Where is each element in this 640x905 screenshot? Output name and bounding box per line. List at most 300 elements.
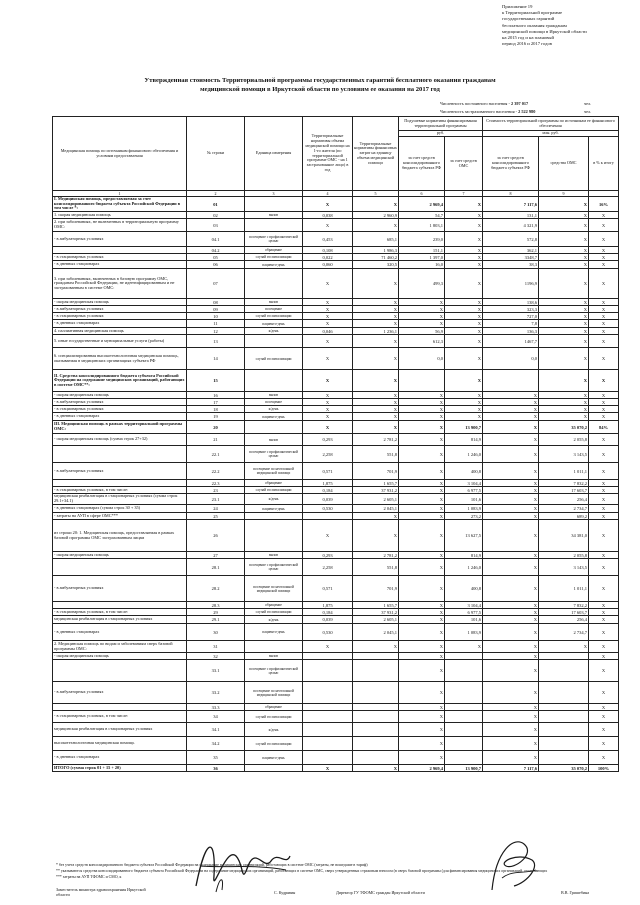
row-number: 30 <box>187 624 245 641</box>
table-row <box>53 212 619 219</box>
row-per-capita-oms: X <box>445 197 483 212</box>
row-number: 10 <box>187 313 245 320</box>
row-cost-budget: X <box>483 609 539 616</box>
row-per-capita-oms: 13 900,7 <box>445 421 483 434</box>
row-cost-budget: 138,6 <box>483 299 539 306</box>
row-percent: X <box>589 446 619 463</box>
header-col-cost-budget: за счет средств консолидированного бюджета субъекта РФ <box>483 137 539 191</box>
row-name: - скорая медицинская помощь <box>53 299 187 306</box>
row-percent: X <box>589 624 619 641</box>
row-volume-norm: X <box>303 313 353 320</box>
row-cost-budget: X <box>483 552 539 559</box>
row-percent: X <box>589 406 619 413</box>
row-name: 2. при заболеваниях, не включенных в территориальную программу ОМС: <box>53 219 187 232</box>
table-body <box>53 191 619 772</box>
row-per-capita-budget: X <box>399 487 445 494</box>
row-cost-norm: X <box>353 219 399 232</box>
row-per-capita-oms: 13 627,5 <box>445 520 483 552</box>
row-number: 23 <box>187 487 245 494</box>
row-cost-oms: X <box>539 197 589 212</box>
row-number: 25 <box>187 513 245 520</box>
row-percent: X <box>589 392 619 399</box>
row-unit: вызов <box>245 212 303 219</box>
row-unit: случай госпитализации <box>245 609 303 616</box>
row-cost-budget: 7,8 <box>483 320 539 328</box>
header-col-unit: Единица измерения <box>245 117 303 191</box>
row-unit <box>245 520 303 552</box>
row-cost-norm: X <box>353 520 399 552</box>
row-percent: X <box>589 751 619 765</box>
row-volume-norm: X <box>303 406 353 413</box>
row-cost-norm: X <box>353 348 399 370</box>
row-name: III. Медицинская помощь в рамках территориальной программы ОМС: <box>53 421 187 434</box>
population-total-unit: чел. <box>584 101 592 106</box>
row-volume-norm: X <box>303 219 353 232</box>
row-name <box>53 480 187 487</box>
row-cost-norm <box>353 653 399 660</box>
column-number: 2 <box>187 191 245 197</box>
table-row <box>53 641 619 653</box>
row-percent: X <box>589 247 619 254</box>
row-per-capita-oms: 6 977,5 <box>445 609 483 616</box>
table-row <box>53 306 619 313</box>
row-per-capita-budget: X <box>399 624 445 641</box>
population-total-label: Численность постоянного населения - <box>440 101 510 106</box>
row-cost-norm: 1 655,7 <box>353 480 399 487</box>
row-percent: X <box>589 306 619 313</box>
row-volume-norm: 2,258 <box>303 559 353 576</box>
row-percent: X <box>589 219 619 232</box>
row-number: 04.2 <box>187 247 245 254</box>
row-per-capita-budget: 16,0 <box>399 261 445 269</box>
row-cost-budget: X <box>483 704 539 711</box>
row-number: 35 <box>187 751 245 765</box>
row-number: 33.3 <box>187 704 245 711</box>
column-number: 4 <box>303 191 353 197</box>
header-col-row-number: № строки <box>187 117 245 191</box>
row-cost-norm <box>353 723 399 737</box>
row-volume-norm: 0,038 <box>303 212 353 219</box>
table-row <box>53 247 619 254</box>
row-percent: X <box>589 463 619 480</box>
row-unit: к/день <box>245 616 303 624</box>
row-percent: X <box>589 494 619 505</box>
row-volume-norm: 0,184 <box>303 487 353 494</box>
row-percent: X <box>589 335 619 348</box>
row-unit: случай госпитализации <box>245 254 303 261</box>
row-unit: вызов <box>245 392 303 399</box>
row-name: - скорая медицинская помощь <box>53 552 187 559</box>
row-volume-norm: X <box>303 765 353 772</box>
row-cost-oms: 35 070,2 <box>539 765 589 772</box>
row-per-capita-oms: 400,8 <box>445 576 483 602</box>
row-volume-norm: 0,060 <box>303 261 353 269</box>
row-per-capita-oms <box>445 737 483 751</box>
row-per-capita-budget: X <box>399 520 445 552</box>
row-cost-oms: 3 143,5 <box>539 559 589 576</box>
row-cost-oms: 2 734,7 <box>539 505 589 513</box>
row-percent: X <box>589 552 619 559</box>
row-cost-oms: 256,4 <box>539 616 589 624</box>
row-unit <box>245 641 303 653</box>
row-per-capita-oms: X <box>445 392 483 399</box>
row-cost-norm: 2 960,9 <box>353 212 399 219</box>
row-percent: X <box>589 559 619 576</box>
row-volume-norm: 0,530 <box>303 624 353 641</box>
row-per-capita-budget: X <box>399 711 445 723</box>
row-cost-budget: X <box>483 480 539 487</box>
row-cost-norm: X <box>353 197 399 212</box>
row-unit <box>245 421 303 434</box>
table-row <box>53 254 619 261</box>
row-number: 06 <box>187 261 245 269</box>
row-name: - в стационарных условиях, в том числе: <box>53 609 187 616</box>
row-unit: посещение с профилактической целью <box>245 660 303 682</box>
table-row <box>53 505 619 513</box>
row-per-capita-budget: X <box>399 660 445 682</box>
row-volume-norm: X <box>303 320 353 328</box>
row-name: высокотехнологичная медицинская помощь <box>53 737 187 751</box>
row-cost-budget: X <box>483 653 539 660</box>
row-cost-oms: X <box>539 261 589 269</box>
row-volume-norm <box>303 723 353 737</box>
population-insured-label: Численность застрахованного населения - <box>440 109 518 114</box>
signer-left-title <box>56 887 176 897</box>
header-col-per-capita-oms: за счет средств ОМС <box>445 137 483 191</box>
row-volume-norm: X <box>303 392 353 399</box>
row-number: 07 <box>187 269 245 299</box>
row-number: 26 <box>187 520 245 552</box>
row-per-capita-oms: X <box>445 232 483 247</box>
title-line: медицинской помощи в Иркутской области по условиям ее оказания на 2017 год <box>200 86 440 93</box>
row-per-capita-budget: X <box>399 505 445 513</box>
row-unit <box>245 219 303 232</box>
row-number: 09 <box>187 306 245 313</box>
row-per-capita-budget <box>399 370 445 392</box>
row-number: 34.1 <box>187 723 245 737</box>
row-cost-oms: X <box>539 348 589 370</box>
row-name <box>53 602 187 609</box>
table-row <box>53 370 619 392</box>
row-volume-norm: 1,875 <box>303 602 353 609</box>
signer-right-title: Директор ГУ ТФОМС граждан Иркутской области <box>336 890 425 895</box>
table-row <box>53 269 619 299</box>
row-volume-norm <box>303 751 353 765</box>
row-per-capita-oms: X <box>445 299 483 306</box>
row-number: 34 <box>187 711 245 723</box>
row-volume-norm: X <box>303 370 353 392</box>
table-row <box>53 406 619 413</box>
row-cost-oms: 3 143,5 <box>539 446 589 463</box>
row-percent: X <box>589 313 619 320</box>
table-row <box>53 737 619 751</box>
row-cost-norm: 701,9 <box>353 576 399 602</box>
row-per-capita-budget: 151,1 <box>399 247 445 254</box>
row-percent: X <box>589 653 619 660</box>
row-per-capita-budget: 239,0 <box>399 232 445 247</box>
row-number: 15 <box>187 370 245 392</box>
row-per-capita-oms: 1 246,0 <box>445 559 483 576</box>
row-per-capita-budget: X <box>399 413 445 421</box>
row-number: 33.1 <box>187 660 245 682</box>
row-unit: посещение <box>245 306 303 313</box>
row-per-capita-oms: X <box>445 261 483 269</box>
row-per-capita-budget: X <box>399 609 445 616</box>
row-cost-budget: 362,1 <box>483 247 539 254</box>
row-cost-oms: 1 011,1 <box>539 576 589 602</box>
row-per-capita-budget: 2 969,4 <box>399 197 445 212</box>
appendix-line: на 2015 год и на плановый <box>502 35 554 41</box>
row-per-capita-budget: 1 803,1 <box>399 219 445 232</box>
table-row <box>53 751 619 765</box>
row-cost-budget: 3348,7 <box>483 254 539 261</box>
row-cost-budget: X <box>483 487 539 494</box>
row-cost-oms <box>539 653 589 660</box>
row-number: 32 <box>187 653 245 660</box>
row-unit <box>245 197 303 212</box>
row-name: - в стационарных условиях <box>53 254 187 261</box>
row-cost-oms: X <box>539 406 589 413</box>
row-unit: случай госпитализации <box>245 711 303 723</box>
row-cost-oms: 2 734,7 <box>539 624 589 641</box>
table-row <box>53 232 619 247</box>
row-cost-budget: 1467,7 <box>483 335 539 348</box>
row-per-capita-oms: X <box>445 413 483 421</box>
row-name: - в стационарных условиях <box>53 406 187 413</box>
row-unit: к/день <box>245 723 303 737</box>
row-volume-norm: 0,108 <box>303 247 353 254</box>
row-percent: X <box>589 254 619 261</box>
table-row <box>53 328 619 335</box>
row-number: 28.3 <box>187 602 245 609</box>
row-per-capita-budget: X <box>399 399 445 406</box>
row-volume-norm <box>303 660 353 682</box>
row-per-capita-oms: X <box>445 399 483 406</box>
row-cost-oms <box>539 723 589 737</box>
row-percent: X <box>589 269 619 299</box>
row-volume-norm: 0,293 <box>303 552 353 559</box>
row-number: 12 <box>187 328 245 335</box>
row-cost-budget: 4 321,9 <box>483 219 539 232</box>
row-per-capita-oms: X <box>445 247 483 254</box>
row-per-capita-oms: 13 900,7 <box>445 765 483 772</box>
row-unit: обращение <box>245 602 303 609</box>
row-per-capita-budget: X <box>399 737 445 751</box>
row-volume-norm: X <box>303 269 353 299</box>
row-name: - в амбулаторных условиях <box>53 306 187 313</box>
row-name: медицинская реабилитация в стационарных условиях (сумма строк 29.1+34.1) <box>53 494 187 505</box>
row-unit <box>245 513 303 520</box>
row-cost-oms: X <box>539 320 589 328</box>
row-per-capita-oms: X <box>445 212 483 219</box>
row-per-capita-oms: 400,8 <box>445 463 483 480</box>
row-percent: X <box>589 520 619 552</box>
row-number: 01 <box>187 197 245 212</box>
row-name: - затраты на АУП в сфере ОМС*** <box>53 513 187 520</box>
row-name: - скорая медицинская помощь (сумма строк 27+32) <box>53 434 187 446</box>
signer-left-name: С. Кудрявин <box>274 890 296 895</box>
row-name: - в амбулаторных условиях <box>53 463 187 480</box>
row-cost-norm: X <box>353 370 399 392</box>
footnote: *** затраты на АУП ТФОМС и СМО, к <box>56 875 122 879</box>
row-cost-budget: X <box>483 463 539 480</box>
row-name: из строки 20: 1. Медицинская помощь, предоставляемая в рамках базовой программы ОМС застрахованным лицам <box>53 520 187 552</box>
row-cost-oms: X <box>539 370 589 392</box>
row-cost-norm <box>353 682 399 704</box>
row-number: 16 <box>187 392 245 399</box>
row-cost-oms: X <box>539 212 589 219</box>
table-row <box>53 197 619 212</box>
row-unit: случай госпитализации <box>245 313 303 320</box>
row-cost-norm: 701,9 <box>353 463 399 480</box>
row-name <box>53 660 187 682</box>
row-cost-budget: X <box>483 421 539 434</box>
row-cost-norm: 1 236,1 <box>353 328 399 335</box>
row-number: 27 <box>187 552 245 559</box>
row-per-capita-budget: X <box>399 494 445 505</box>
row-cost-norm: X <box>353 313 399 320</box>
row-cost-norm: X <box>353 406 399 413</box>
row-cost-oms: X <box>539 232 589 247</box>
row-per-capita-budget: X <box>399 602 445 609</box>
table-row <box>53 704 619 711</box>
row-cost-norm: 551,8 <box>353 559 399 576</box>
table-row <box>53 434 619 446</box>
row-percent: X <box>589 320 619 328</box>
row-name: - в дневных стационарах <box>53 320 187 328</box>
table-row <box>53 320 619 328</box>
row-name: - в амбулаторных условиях <box>53 682 187 704</box>
row-per-capita-oms <box>445 682 483 704</box>
row-name: - в амбулаторных условиях <box>53 399 187 406</box>
row-cost-norm: X <box>353 399 399 406</box>
header-unit-mln-rub: млн. руб. <box>483 131 619 137</box>
row-volume-norm: X <box>303 413 353 421</box>
row-cost-oms: 34 381,0 <box>539 520 589 552</box>
row-percent: X <box>589 370 619 392</box>
row-cost-budget: 0,0 <box>483 348 539 370</box>
row-name: - в амбулаторных условиях <box>53 576 187 602</box>
row-number: 24 <box>187 505 245 513</box>
row-cost-budget: X <box>483 392 539 399</box>
row-cost-oms: X <box>539 299 589 306</box>
population-insured <box>440 109 620 114</box>
row-percent: X <box>589 737 619 751</box>
row-cost-norm: 1 655,7 <box>353 602 399 609</box>
row-cost-norm: X <box>353 765 399 772</box>
row-percent: X <box>589 413 619 421</box>
footnote: * без учета средств консолидированного бюджета субъекта Российской Федерации на содержание медицинских организаций, работающих в системе ОМС (затраты, не вошедшие в тариф) <box>56 863 368 867</box>
row-cost-budget: 1196,9 <box>483 269 539 299</box>
row-cost-oms: X <box>539 392 589 399</box>
row-unit: пациенто-день <box>245 261 303 269</box>
row-per-capita-budget: X <box>399 421 445 434</box>
row-volume-norm: 0,530 <box>303 505 353 513</box>
row-number: 29.1 <box>187 616 245 624</box>
row-per-capita-oms: X <box>445 269 483 299</box>
table-row <box>53 494 619 505</box>
row-cost-norm: 2 781,2 <box>353 552 399 559</box>
row-per-capita-budget: X <box>399 682 445 704</box>
row-name: 3. при заболеваниях, включенных в базовую программу ОМС, гражданам Российской Федерации, не идентифицированным и не застрахованным в системе ОМС: <box>53 269 187 299</box>
table-header <box>53 117 619 191</box>
row-cost-oms: 1 011,1 <box>539 463 589 480</box>
row-number: 22.1 <box>187 446 245 463</box>
table-row <box>53 399 619 406</box>
row-cost-budget: 7 117,6 <box>483 197 539 212</box>
row-volume-norm: 2,258 <box>303 446 353 463</box>
row-cost-norm: 37 931,2 <box>353 487 399 494</box>
row-name: 6. специализированная высокотехнологичная медицинская помощь, оказываемая в медицинских организациях субъекта РФ <box>53 348 187 370</box>
row-cost-budget: X <box>483 505 539 513</box>
table-row <box>53 723 619 737</box>
row-cost-budget: X <box>483 446 539 463</box>
row-volume-norm: X <box>303 299 353 306</box>
row-number: 19 <box>187 413 245 421</box>
table-row <box>53 261 619 269</box>
row-cost-oms: 7 832,2 <box>539 602 589 609</box>
row-percent: X <box>589 616 619 624</box>
row-cost-oms: X <box>539 335 589 348</box>
row-per-capita-budget: X <box>399 641 445 653</box>
table-row <box>53 313 619 320</box>
row-cost-norm <box>353 660 399 682</box>
row-per-capita-oms <box>445 660 483 682</box>
row-percent: X <box>589 602 619 609</box>
table-row <box>53 413 619 421</box>
row-cost-norm: 2 781,2 <box>353 434 399 446</box>
row-cost-budget: X <box>483 513 539 520</box>
row-per-capita-oms: X <box>445 406 483 413</box>
population-total <box>440 101 620 106</box>
row-per-capita-oms: X <box>445 313 483 320</box>
row-percent: X <box>589 704 619 711</box>
row-name: медицинская реабилитация в стационарных условиях <box>53 616 187 624</box>
row-per-capita-oms: 1 246,0 <box>445 446 483 463</box>
row-cost-norm <box>353 737 399 751</box>
table-row <box>53 520 619 552</box>
row-percent: X <box>589 641 619 653</box>
row-cost-norm: X <box>353 641 399 653</box>
row-cost-budget: X <box>483 641 539 653</box>
row-per-capita-budget: X <box>399 320 445 328</box>
row-volume-norm: X <box>303 335 353 348</box>
row-percent: 16% <box>589 197 619 212</box>
row-volume-norm: 0,184 <box>303 609 353 616</box>
row-volume-norm: 0,453 <box>303 232 353 247</box>
row-volume-norm <box>303 513 353 520</box>
row-per-capita-oms: X <box>445 320 483 328</box>
row-name: - в дневных стационарах <box>53 413 187 421</box>
footnote: ** указываются средства консолидированного бюджета субъекта Российской Федерации на содержание медицинских организаций, работающих в системе ОМС, сверх утвержденных страховым взносом (в сверх базовой программы (для финансирования медицинских организаций, оказывающих <box>56 869 548 873</box>
row-cost-oms: 17 603,7 <box>539 487 589 494</box>
row-cost-norm: 37 931,2 <box>353 609 399 616</box>
row-name: - в дневных стационарах <box>53 261 187 269</box>
row-cost-oms <box>539 711 589 723</box>
row-cost-budget: X <box>483 494 539 505</box>
row-cost-norm: X <box>353 299 399 306</box>
cost-table <box>52 116 619 772</box>
row-cost-budget: X <box>483 576 539 602</box>
row-name: - скорая медицинская помощь <box>53 392 187 399</box>
row-per-capita-oms: 3 104,4 <box>445 602 483 609</box>
row-volume-norm <box>303 653 353 660</box>
row-per-capita-budget: 56,9 <box>399 328 445 335</box>
row-cost-budget: X <box>483 624 539 641</box>
row-unit: обращение <box>245 480 303 487</box>
row-number: 28.1 <box>187 559 245 576</box>
row-unit <box>245 269 303 299</box>
